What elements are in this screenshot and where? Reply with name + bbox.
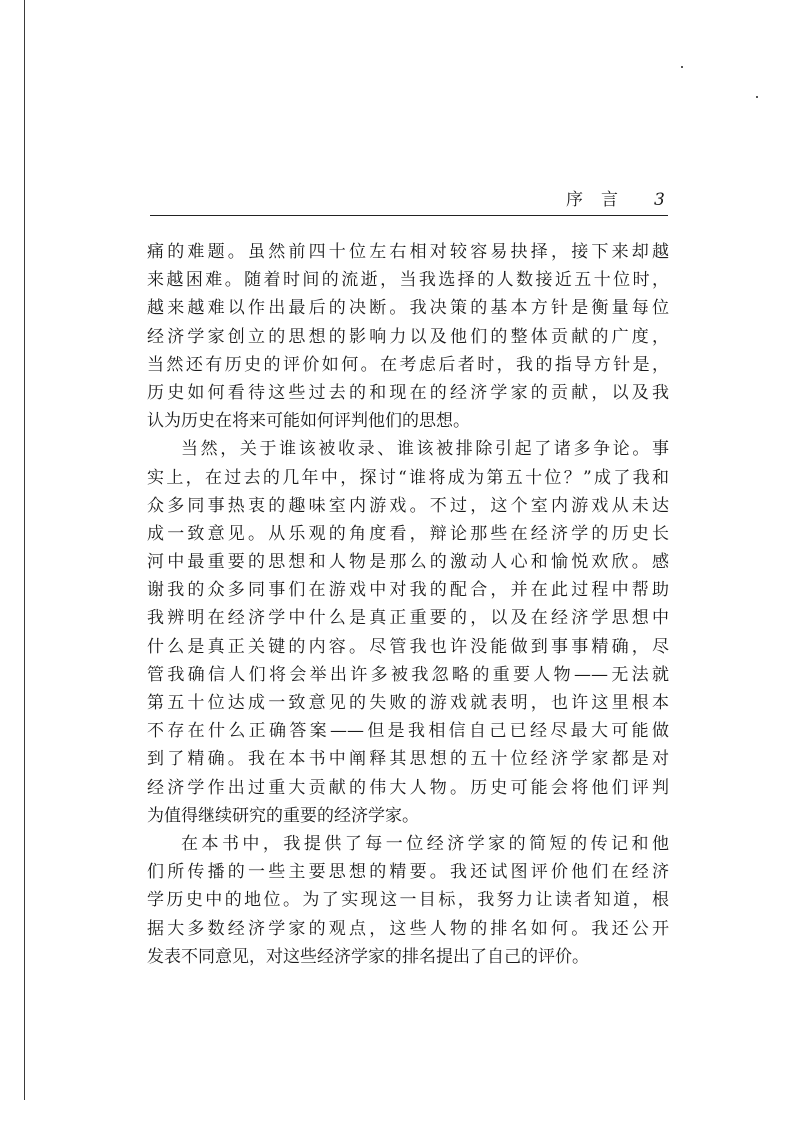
- text-line: 众多同事热衷的趣味室内游戏。不过，这个室内游戏从未达: [147, 495, 669, 516]
- scan-edge-line: [24, 0, 25, 1100]
- text-line: 河中最重要的思想和人物是那么的激动人心和愉悦欢欣。感: [147, 552, 669, 573]
- text-line: 历史如何看待这些过去的和现在的经济学家的贡献，以及我: [147, 382, 669, 403]
- text-line: 学历史中的地位。为了实现这一目标，我努力让读者知道，根: [147, 890, 669, 911]
- text-line: 认为历史在将来可能如何评判他们的思想。: [147, 411, 470, 432]
- text-line: 经济学作出过重大贡献的伟大人物。历史可能会将他们评判: [147, 777, 669, 798]
- scan-speck: [681, 66, 683, 68]
- text-line: 来越困难。随着时间的流逝，当我选择的人数接近五十位时，: [147, 270, 669, 291]
- page-number: 3: [654, 190, 665, 210]
- text-line: 为值得继续研究的重要的经济学家。: [147, 805, 419, 826]
- text-line: 不存在什么正确答案——但是我相信自己已经尽最大可能做: [147, 721, 669, 742]
- body-text: [147, 238, 669, 971]
- text-line: 据大多数经济学家的观点，这些人物的排名如何。我还公开: [147, 918, 669, 939]
- text-line: 我辨明在经济学中什么是真正重要的，以及在经济学思想中: [147, 608, 669, 629]
- text-line: 发表不同意见，对这些经济学家的排名提出了自己的评价。: [147, 946, 589, 967]
- header-rule: [150, 215, 668, 216]
- text-line: 当然，关于谁该被收录、谁该被排除引起了诸多争论。事: [181, 439, 669, 460]
- text-line: 成一致意见。从乐观的角度看，辩论那些在经济学的历史长: [147, 523, 669, 544]
- text-line: 什么是真正关键的内容。尽管我也许没能做到事事精确，尽: [147, 636, 669, 657]
- text-line: 第五十位达成一致意见的失败的游戏就表明，也许这里根本: [147, 693, 669, 713]
- text-line: 经济学家创立的思想的影响力以及他们的整体贡献的广度，: [147, 326, 669, 347]
- text-line: 当然还有历史的评价如何。在考虑后者时，我的指导方针是，: [147, 354, 669, 375]
- text-line: 实上，在过去的几年中，探讨“谁将成为第五十位？”成了我和: [147, 467, 669, 488]
- text-line: 越来越难以作出最后的决断。我决策的基本方针是衡量每位: [147, 298, 669, 319]
- scan-speck: [756, 96, 758, 98]
- text-line: 管我确信人们将会举出许多被我忽略的重要人物——无法就: [147, 664, 669, 685]
- header-title: 序言: [566, 190, 636, 210]
- text-line: 谢我的众多同事们在游戏中对我的配合，并在此过程中帮助: [147, 580, 669, 601]
- text-line: 痛的难题。虽然前四十位左右相对较容易抉择，接下来却越: [147, 242, 669, 262]
- text-line: 在本书中，我提供了每一位经济学家的简短的传记和他: [181, 833, 669, 854]
- running-header: [150, 190, 668, 214]
- text-line: 们所传播的一些主要思想的精要。我还试图评价他们在经济: [147, 862, 669, 883]
- text-line: 到了精确。我在本书中阐释其思想的五十位经济学家都是对: [147, 749, 669, 770]
